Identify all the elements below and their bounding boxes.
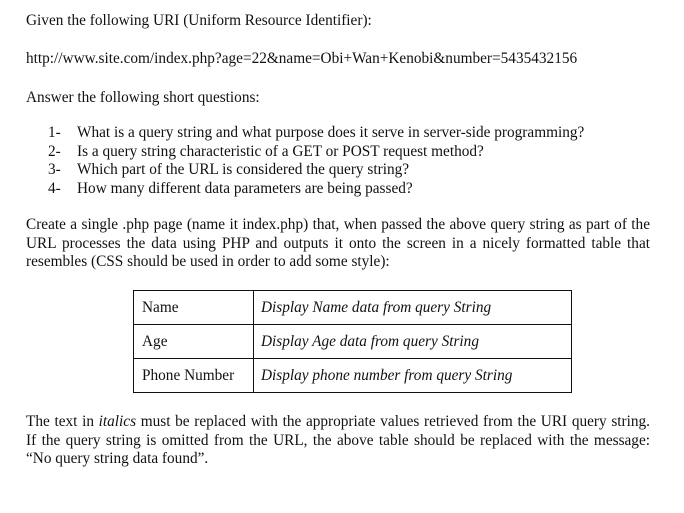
question-list: [48, 124, 584, 198]
row-value: Display Name data from query String: [254, 291, 572, 325]
sample-output-table: [133, 290, 572, 393]
table-row: [134, 359, 572, 393]
question-item: [48, 124, 584, 143]
example-uri: http://www.site.com/index.php?age=22&name=Obi+Wan+Kenobi&number=5435432156: [26, 50, 578, 67]
intro-text: Given the following URI (Uniform Resource Identifier):: [26, 12, 372, 29]
question-item: [48, 161, 584, 180]
question-number: 4-: [48, 179, 61, 197]
table-row: [134, 291, 572, 325]
question-number: 1-: [48, 124, 61, 141]
row-label: Phone Number: [134, 359, 254, 393]
table-row: [134, 325, 572, 359]
italics-word: italics: [98, 413, 137, 430]
row-label: Name: [134, 291, 254, 325]
question-text: Is a query string characteristic of a GET or POST request method?: [77, 142, 484, 160]
task-paragraph: Create a single .php page (name it index.php) that, when passed the above query string as part of the URL processes the data using PHP and outputs it onto the screen in a nicely formatted table that resembles (CSS should be used in order to add some style):: [26, 216, 650, 271]
question-number: 2-: [48, 142, 61, 160]
row-label: Age: [134, 325, 254, 359]
question-item: [48, 180, 584, 199]
closing-text-end: must be replaced with the appropriate values retrieved from the URI query string. If the query string is omitted from the URL, the above table should be replaced with the message: “No query string data found”.: [26, 413, 650, 468]
question-text: Which part of the URL is considered the query string?: [77, 161, 410, 178]
closing-text-start: The text in: [26, 413, 99, 430]
questions-prompt: Answer the following short questions:: [26, 89, 260, 106]
closing-paragraph: [26, 413, 650, 469]
row-value: Display phone number from query String: [254, 359, 572, 393]
question-text: How many different data parameters are being passed?: [77, 179, 413, 197]
question-number: 3-: [48, 161, 61, 178]
question-text: What is a query string and what purpose does it serve in server-side programming?: [77, 124, 585, 141]
question-item: [48, 143, 584, 162]
row-value: Display Age data from query String: [254, 325, 572, 359]
